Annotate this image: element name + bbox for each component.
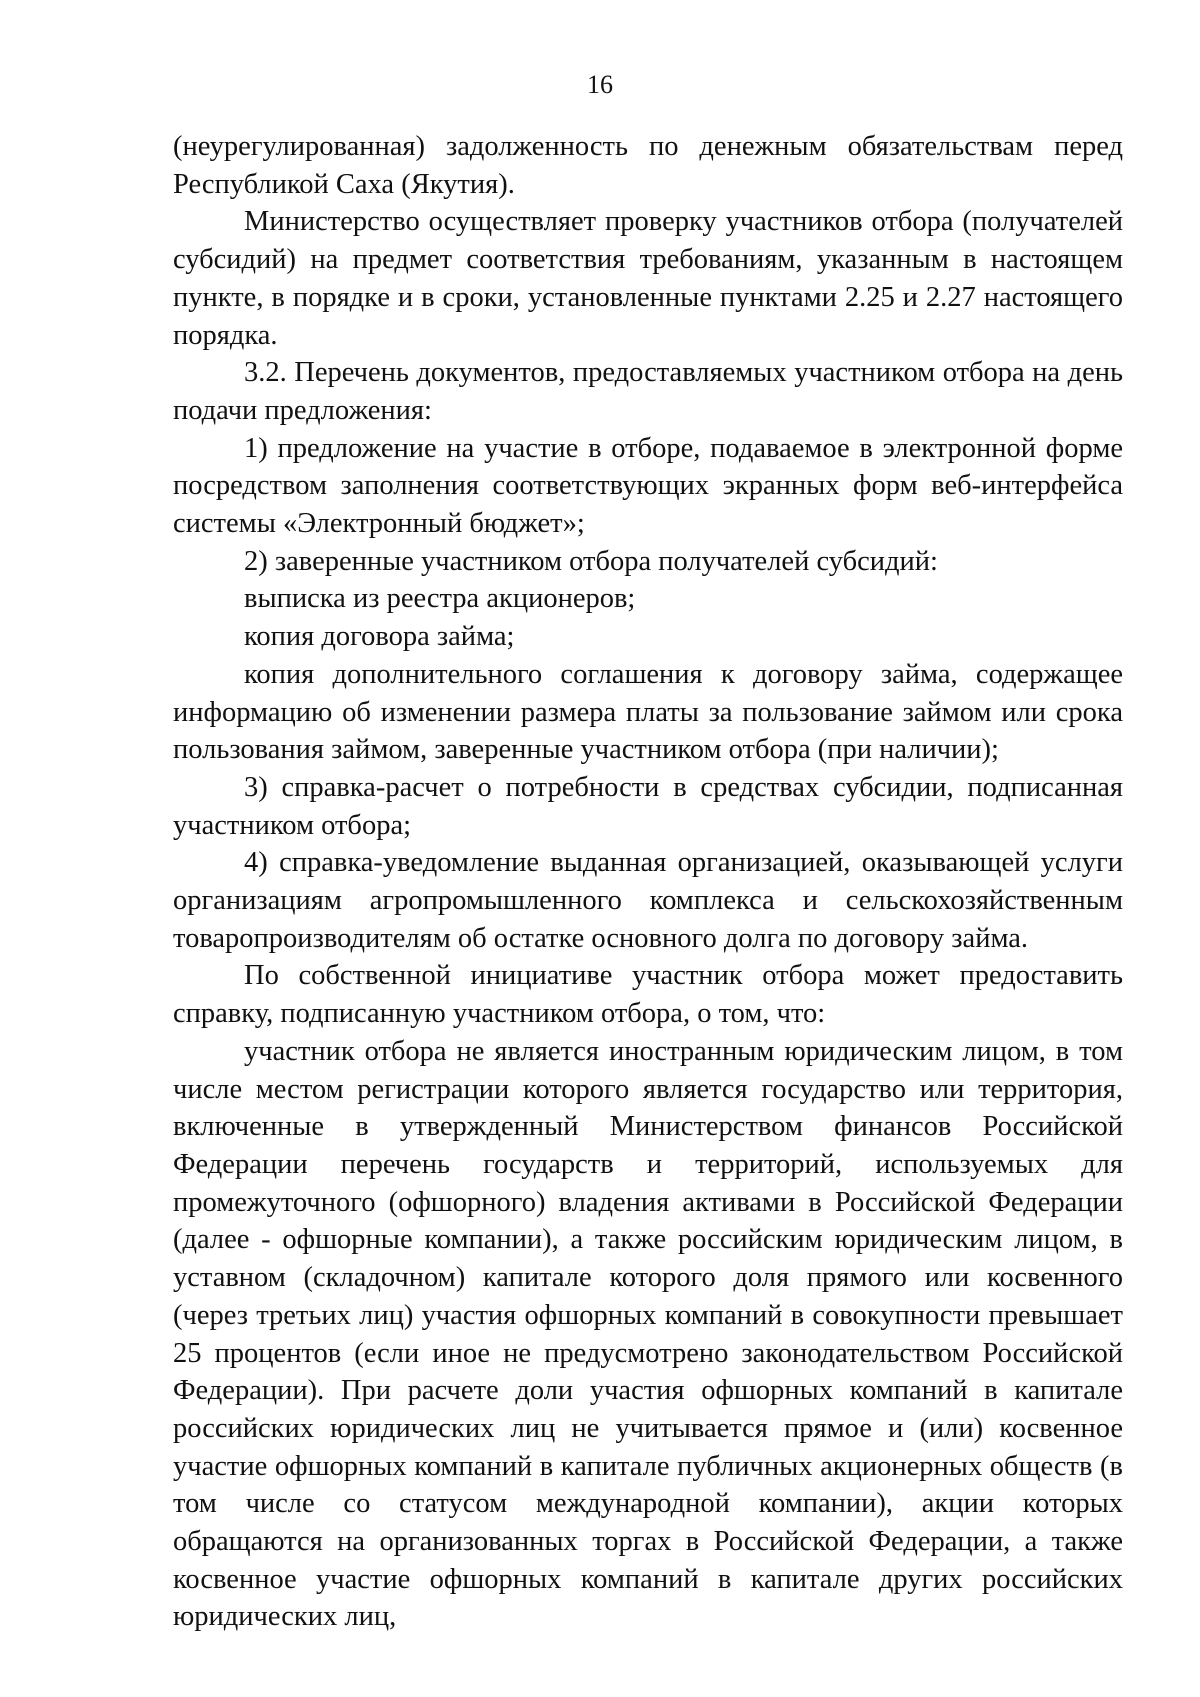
list-item: 2) заверенные участником отбора получателей субсидий:	[244, 545, 938, 577]
list-item: выписка из реестра акционеров;	[244, 583, 636, 615]
document-body	[173, 128, 1123, 1636]
page-number: 16	[587, 70, 613, 99]
paragraph: По собственной инициативе участник отбора может предоставить справку, подписанную участником отбора, о том, что:	[173, 960, 1123, 1030]
paragraph: (неурегулированная) задолженность по денежным обязательствам перед Республикой Саха (Якутия).	[173, 131, 1123, 200]
paragraph: 3.2. Перечень документов, предоставляемых участником отбора на день подачи предложения:	[173, 357, 1123, 426]
list-item: 4) справка-уведомление выданная организацией, оказывающей услуги организациям агропромышленного комплекса и сельскохозяйственным товаропроизводителям об остатке основного долга по договору займа.	[173, 847, 1123, 954]
list-item: копия дополнительного соглашения к договору займа, содержащее информацию об изменении размера платы за пользование займом или срока пользования займом, заверенные участником отбора (при наличии);	[173, 658, 1123, 766]
list-item: 1) предложение на участие в отборе, подаваемое в электронной форме посредством заполнения соответствующих экранных форм веб-интерфейса системы «Электронный бюджет»;	[173, 432, 1123, 540]
list-item: 3) справка-расчет о потребности в средствах субсидии, подписанная участником отбора;	[173, 771, 1123, 841]
paragraph: Министерство осуществляет проверку участников отбора (получателей субсидий) на предмет соответствия требованиям, указанным в настоящем пункте, в порядке и в сроки, установленные пунктами 2.25 и 2.27 настоящего порядка.	[173, 206, 1123, 351]
paragraph: участник отбора не является иностранным юридическим лицом, в том числе местом регистрации которого является государство или территория, включенные в утвержденный Министерством финансов Российской Федерации перечень государств и территорий, используемых для промежуточного (офшорного) владения активами в Российской Федерации (далее - офшорные компании), а также российским юридическим лицом, в уставном (складочном) капитале которого доля прямого или косвенного (через третьих лиц) участия офшорных компаний в совокупности превышает 25 процентов (если иное не предусмотрено законодательством Российской Федерации). При расчете доли участия офшорных компаний в капитале российских юридических лиц не учитывается прямое и (или) косвенное участие офшорных компаний в капитале публичных акционерных обществ (в том числе со статусом международной компании), акции которых обращаются на организованных торгах в Российской Федерации, а также косвенное участие офшорных компаний в капитале других российских юридических лиц,	[173, 1035, 1123, 1633]
list-item: копия договора займа;	[244, 621, 515, 653]
